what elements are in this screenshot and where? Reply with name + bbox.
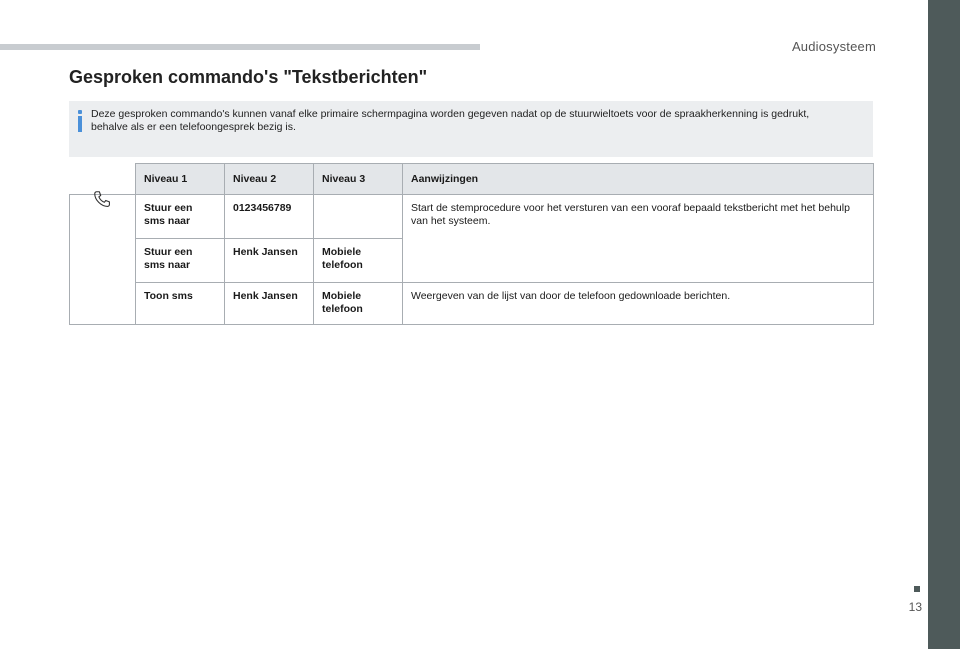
info-box (69, 101, 873, 157)
header-niveau-1: Niveau 1 (136, 164, 225, 195)
cell-n2: Henk Jansen (225, 239, 314, 283)
cell-n3-line1: Mobiele (322, 290, 362, 302)
cell-n3-line2: telefoon (322, 303, 363, 315)
cell-n3 (314, 195, 403, 239)
cell-n1-line1: Stuur een (144, 202, 193, 214)
cell-n3 (314, 239, 403, 283)
header-niveau-3: Niveau 3 (314, 164, 403, 195)
cell-note-line2: van het systeem. (411, 215, 491, 227)
corner-mark (914, 586, 920, 592)
cell-n1-line2: sms naar (144, 259, 191, 271)
icon-cell (70, 195, 136, 325)
commands-table (69, 163, 874, 325)
table-header-row (70, 164, 874, 195)
cell-n1-line2: sms naar (144, 215, 191, 227)
info-text-line1: Deze gesproken commando's kunnen vanaf elke primaire schermpagina worden gegeven nadat op de stuurwieltoets voor de spraakherkenning is gedrukt, (91, 108, 810, 120)
cell-n3 (314, 283, 403, 325)
section-label: Audiosysteem (791, 39, 876, 54)
cell-n2: Henk Jansen (225, 283, 314, 325)
cell-n3-line2: telefoon (322, 259, 363, 271)
cell-n2: 0123456789 (225, 195, 314, 239)
page-number: 13 (908, 600, 922, 614)
cell-n1-line1: Stuur een (144, 246, 193, 258)
header-niveau-2: Niveau 2 (225, 164, 314, 195)
cell-note-line1: Start de stemprocedure voor het versturen van een vooraf bepaald tekstbericht met het behulp (411, 202, 850, 214)
page-title: Gesproken commando's "Tekstberichten" (69, 67, 428, 87)
header-aanwijzingen: Aanwijzingen (403, 164, 874, 195)
info-text-line2: behalve als er een telefoongesprek bezig is. (91, 121, 296, 133)
info-icon (77, 110, 83, 132)
cell-note (403, 195, 874, 283)
cell-n1 (136, 195, 225, 239)
side-band (928, 0, 960, 649)
cell-n1 (136, 239, 225, 283)
cell-note: Weergeven van de lijst van door de telefoon gedownloade berichten. (403, 283, 874, 325)
table-row (70, 283, 874, 325)
header-rule (0, 44, 480, 50)
table-row (70, 195, 874, 239)
cell-n1: Toon sms (136, 283, 225, 325)
phone-icon (92, 189, 114, 211)
cell-n3-line1: Mobiele (322, 246, 362, 258)
